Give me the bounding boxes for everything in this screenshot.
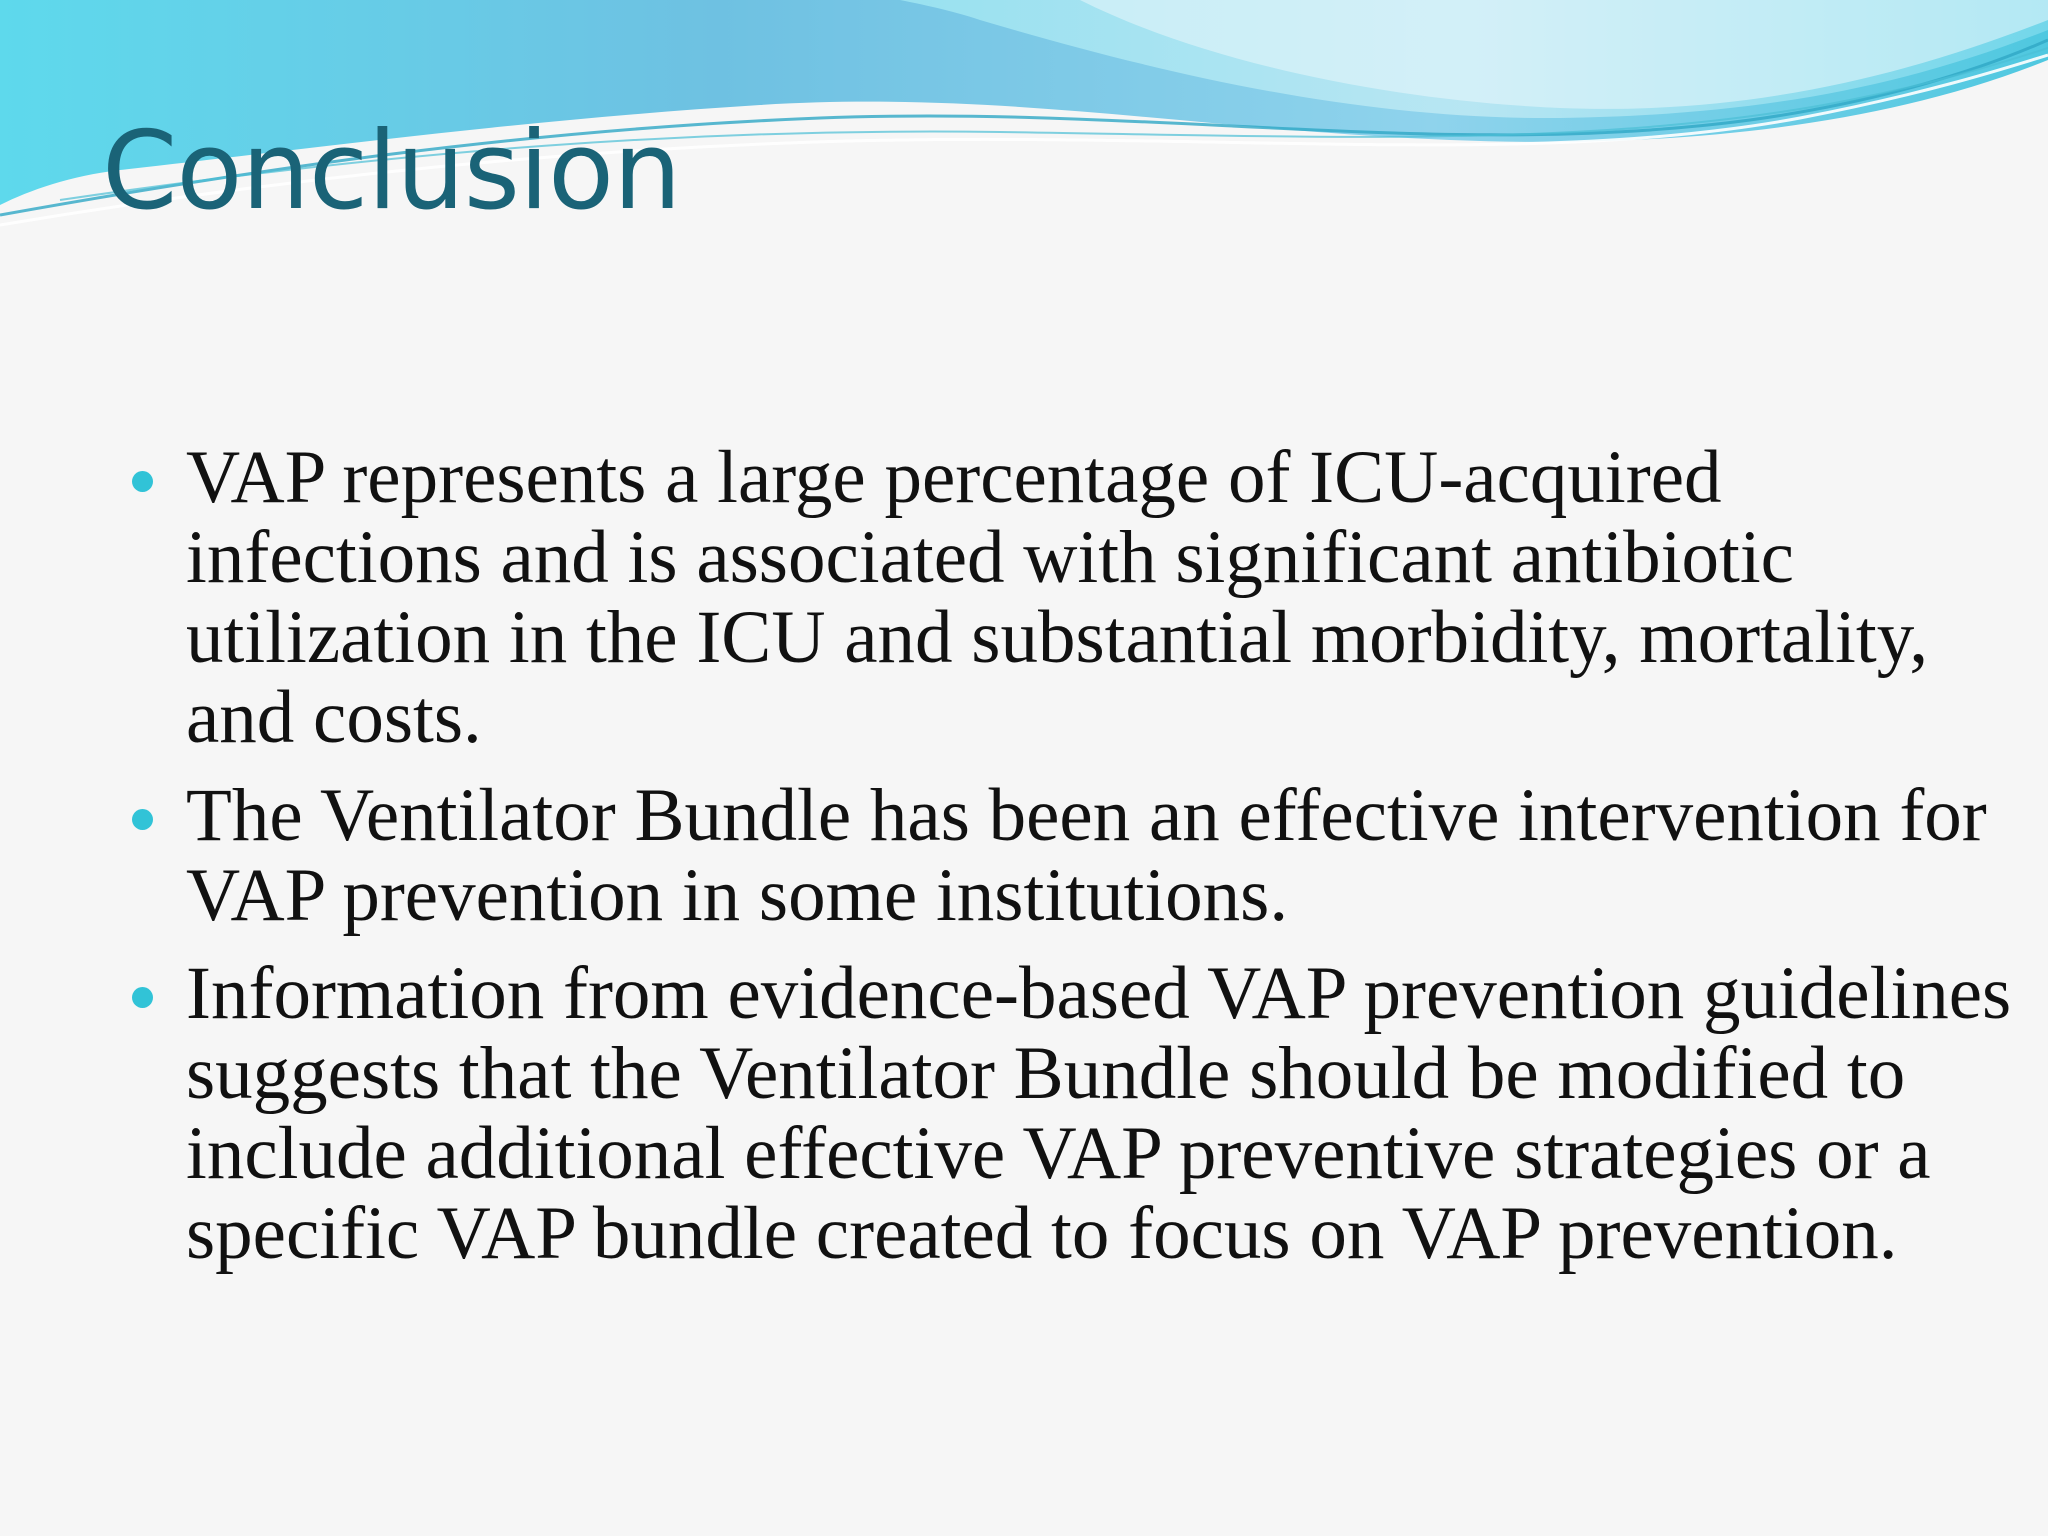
- bullet-dot-icon: [132, 471, 153, 492]
- bullet-item: [186, 776, 2016, 936]
- bullet-dot-icon: [132, 987, 153, 1008]
- bullet-text: The Ventilator Bundle has been an effective intervention for VAP prevention in some institutions.: [186, 774, 1987, 937]
- bullet-item: [186, 954, 2016, 1274]
- bullet-dot-icon: [132, 809, 153, 830]
- bullet-text: Information from evidence-based VAP prevention guidelines suggests that the Ventilator Bundle should be modified to include additional effective VAP preventive strategies or a specific VAP bundle created to focus on VAP prevention.: [186, 952, 2012, 1275]
- bullet-item: [186, 438, 2016, 758]
- bullet-text: VAP represents a large percentage of ICU-acquired infections and is associated with significant antibiotic utilization in the ICU and substantial morbidity, mortality, and costs.: [186, 436, 1929, 759]
- slide-title: Conclusion: [102, 109, 681, 234]
- bullet-list: [186, 438, 2016, 1292]
